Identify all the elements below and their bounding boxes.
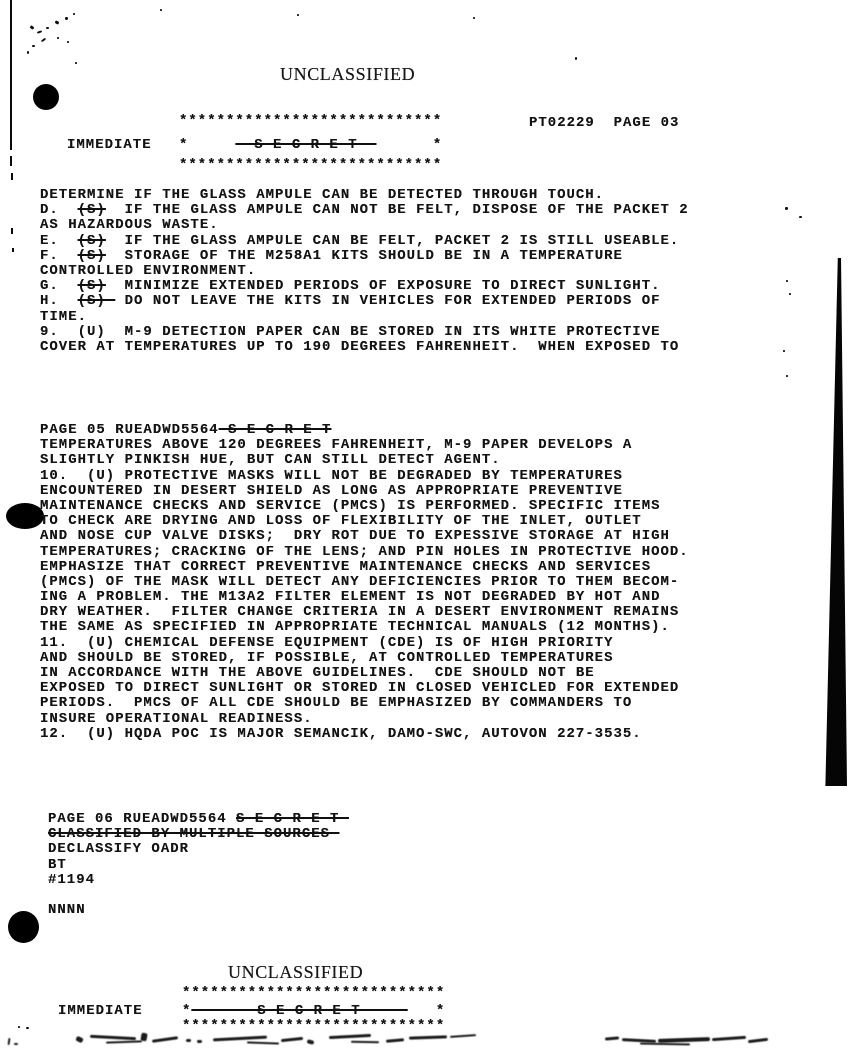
ink-smudge [186,1039,191,1042]
hole-punch-mark [6,503,44,529]
text-segment: * [182,1003,192,1019]
text-segment: PAGE 06 RUEADWD5564 [48,811,237,827]
text-segment: DRY WEATHER. FILTER CHANGE CRITERIA IN A DESERT ENVIRONMENT REMAINS [40,604,680,621]
text-segment: * [179,137,236,153]
ink-smudge [712,1036,746,1041]
text-line [40,560,689,575]
text-line [40,499,689,514]
ink-smudge [640,1043,690,1046]
footer-precedence-label: IMMEDIATE [58,1003,143,1019]
scan-speckle [786,280,788,282]
text-segment: #1194 [48,871,96,888]
scan-speckle [26,1027,29,1029]
text-line [40,264,689,279]
scan-speckle [46,27,49,29]
message-text-page-05 [40,423,689,742]
text-line [40,651,689,666]
text-line [48,858,349,873]
ink-smudge [409,1035,447,1039]
text-segment: D. [40,202,78,219]
text-segment: BT [48,856,67,873]
text-segment: INSURE OPERATIONAL READINESS. [40,710,313,727]
text-segment: TEMPERATURES ABOVE 120 DEGREES FAHRENHEIT, M-9 PAPER DEVELOPS A [40,437,633,454]
text-line [40,203,689,218]
text-segment: MAINTENANCE CHECKS AND SERVICE (PMCS) IS PERFORMED. SPECIFIC ITEMS [40,497,661,514]
text-line [40,484,689,499]
ink-smudge [90,1035,136,1040]
hole-punch-mark [33,84,59,110]
header-reference: PT02229 PAGE 03 [529,115,680,131]
text-line [40,469,689,484]
paper-edge-dash [11,228,13,234]
header-asterisk-row-bottom: **************************** [179,157,443,173]
scan-speckle [799,216,802,218]
redacted-classification-text: (S) [77,247,106,264]
text-segment: IF THE GLASS AMPULE CAN NOT BE FELT, DISPOSE OF THE PACKET 2 [105,202,689,219]
text-line [40,529,689,544]
message-text-page-06 [48,812,349,918]
text-line [40,575,689,590]
text-segment: IF THE GLASS AMPULE CAN BE FELT, PACKET 2 IS STILL USEABLE. [105,232,680,249]
text-segment: DO NOT LEAVE THE KITS IN VEHICLES FOR EXTENDED PERIODS OF [115,293,661,310]
text-segment: SLIGHTLY PINKISH HUE, BUT CAN STILL DETECT AGENT. [40,452,501,469]
text-segment: ENCOUNTERED IN DESERT SHIELD AS LONG AS APPROPRIATE PREVENTIVE [40,482,623,499]
hole-punch-mark [8,911,39,943]
redacted-classification-text: S E C R E T [191,1003,408,1019]
scan-speckle [575,57,577,60]
text-line [40,188,689,203]
text-line [40,636,689,651]
scan-speckle [37,30,42,34]
scan-speckle [65,17,68,20]
text-line [48,903,349,918]
text-segment: TIME. [40,308,88,325]
scan-speckle [32,45,35,47]
precedence-label: IMMEDIATE [67,137,152,153]
text-line [40,325,689,340]
text-line [48,888,349,903]
scan-speckle [783,350,785,352]
text-line [40,234,689,249]
text-segment: CONTROLLED ENVIRONMENT. [40,262,257,279]
text-segment: STORAGE OF THE M258A1 KITS SHOULD BE IN A TEMPERATURE [105,247,623,264]
ink-smudge [658,1037,710,1042]
text-line [40,696,689,711]
text-line [40,423,689,438]
text-segment: EXPOSED TO DIRECT SUNLIGHT OR STORED IN CLOSED VEHICLED FOR EXTENDED [40,680,680,697]
text-line [40,340,689,355]
ink-smudge [748,1038,768,1043]
text-segment: AND NOSE CUP VALVE DISKS; DRY ROT DUE TO EXPESSIVE STORAGE AT HIGH [40,528,670,545]
ink-smudge [197,1040,202,1043]
ink-smudge [450,1034,476,1038]
text-segment: TEMPERATURES; CRACKING OF THE LENS; AND PIN HOLES IN PROTECTIVE HOOD. [40,543,689,560]
text-line [40,453,689,468]
redacted-classification-text: S E C R E T [236,811,349,827]
text-line [40,438,689,453]
text-segment: G. [40,278,78,295]
text-segment: 10. (U) PROTECTIVE MASKS WILL NOT BE DEGRADED BY TEMPERATURES [40,467,623,484]
scan-speckle [297,14,299,16]
text-line [40,249,689,264]
ink-smudge [307,1039,315,1045]
ink-smudge [351,1041,379,1043]
paper-edge-dash [11,173,13,180]
scan-speckle [18,1026,20,1028]
text-segment: * [376,137,443,153]
text-segment: AND SHOULD BE STORED, IF POSSIBLE, AT CONTROLLED TEMPERATURES [40,649,614,666]
scan-speckle [73,13,75,15]
text-line [40,727,689,742]
paper-edge-dash [12,248,14,252]
scan-speckle [30,25,35,30]
footer-secret-row [182,1004,445,1019]
scan-speckle [75,62,77,64]
header-secret-row [179,138,442,153]
text-segment: TO CHECK ARE DRYING AND LOSS OF FLEXIBILITY OF THE INLET, OUTLET [40,513,642,530]
scan-speckle [160,9,162,11]
text-line [48,842,349,857]
scan-speckle [67,41,69,43]
scan-speckle [789,293,791,295]
scan-speckle [786,375,788,377]
redacted-classification-text: (S) [77,278,106,295]
scan-speckle [55,20,60,25]
ink-smudge [213,1036,267,1042]
text-segment: AS HAZARDOUS WASTE. [40,217,219,234]
text-segment: DECLASSIFY OADR [48,841,190,858]
text-segment: F. [40,247,78,264]
ink-smudge [106,1040,142,1043]
header-asterisk-row-top: **************************** [179,113,443,129]
text-line [40,545,689,560]
redacted-classification-text: CLASSIFIED BY MULTIPLE SOURCES [48,826,340,843]
text-segment: IN ACCORDANCE WITH THE ABOVE GUIDELINES. CDE SHOULD NOT BE [40,665,595,681]
text-segment: ING A PROBLEM. THE M13A2 FILTER ELEMENT IS NOT DEGRADED BY HOT AND [40,589,661,606]
ink-smudge [140,1033,147,1042]
ink-smudge [75,1036,83,1043]
scan-artifact-bar [824,258,847,786]
text-segment: PERIODS. PMCS OF ALL CDE SHOULD BE EMPHASIZED BY COMMANDERS TO [40,695,633,712]
footer-asterisk-row-bottom: **************************** [182,1018,446,1034]
ink-smudge [8,1038,11,1045]
text-line [40,666,689,681]
text-segment: DETERMINE IF THE GLASS AMPULE CAN BE DETECTED THROUGH TOUCH. [40,187,605,203]
text-line [48,827,349,842]
text-line [40,218,689,233]
redacted-classification-text: (S)- [77,293,116,310]
scan-speckle [473,17,475,19]
classification-banner-top: UNCLASSIFIED [280,64,416,84]
text-segment: 9. (U) M-9 DETECTION PAPER CAN BE STORED IN ITS WHITE PROTECTIVE [40,323,661,340]
ink-smudge [152,1036,178,1042]
redacted-classification-text: (S) [77,202,106,219]
scan-speckle [41,38,46,43]
ink-smudge [281,1037,303,1042]
text-line [48,812,349,827]
ink-smudge [605,1036,619,1040]
text-segment: EMPHASIZE THAT CORRECT PREVENTIVE MAINTENANCE CHECKS AND SERVICES [40,558,652,575]
redacted-classification-text: S E C R E T [218,422,332,438]
text-line [40,712,689,727]
scan-speckle [785,207,788,210]
text-segment: 11. (U) CHEMICAL DEFENSE EQUIPMENT (CDE) IS OF HIGH PRIORITY [40,634,614,651]
text-segment: (PMCS) OF THE MASK WILL DETECT ANY DEFICIENCIES PRIOR TO THEM BECOM- [40,573,680,590]
text-segment: E. [40,232,78,249]
footer-asterisk-row-top: **************************** [182,985,446,1001]
ink-smudge [247,1041,279,1044]
scan-speckle [27,51,29,54]
scan-speckle [57,37,59,39]
text-line [40,514,689,529]
text-segment: THE SAME AS SPECIFIED IN APPROPRIATE TECHNICAL MANUALS (12 MONTHS). [40,619,670,636]
text-segment: PAGE 05 RUEADWD5564 [40,422,219,438]
text-line [40,620,689,635]
ink-smudge [329,1034,371,1039]
text-line [48,873,349,888]
redacted-classification-text: (S) [77,232,106,249]
ink-smudge [386,1038,404,1042]
paper-edge-dash [10,156,12,166]
text-line [40,681,689,696]
ink-smudge [14,1043,18,1045]
text-segment: H. [40,293,78,310]
classification-banner-bottom: UNCLASSIFIED [228,962,364,982]
paper-edge-line [10,0,12,150]
text-segment: COVER AT TEMPERATURES UP TO 190 DEGREES FAHRENHEIT. WHEN EXPOSED TO [40,338,680,355]
text-segment: NNNN [48,902,86,919]
text-segment: 12. (U) HQDA POC IS MAJOR SEMANCIK, DAMO-SWC, AUTOVON 227-3535. [40,725,642,742]
redacted-classification-text: S E C R E T [235,137,377,153]
text-segment: * [407,1003,446,1019]
text-line [40,310,689,325]
text-line [40,294,689,309]
text-line [40,590,689,605]
text-segment: MINIMIZE EXTENDED PERIODS OF EXPOSURE TO DIRECT SUNLIGHT. [105,278,661,295]
message-text-page-03 [40,188,689,355]
